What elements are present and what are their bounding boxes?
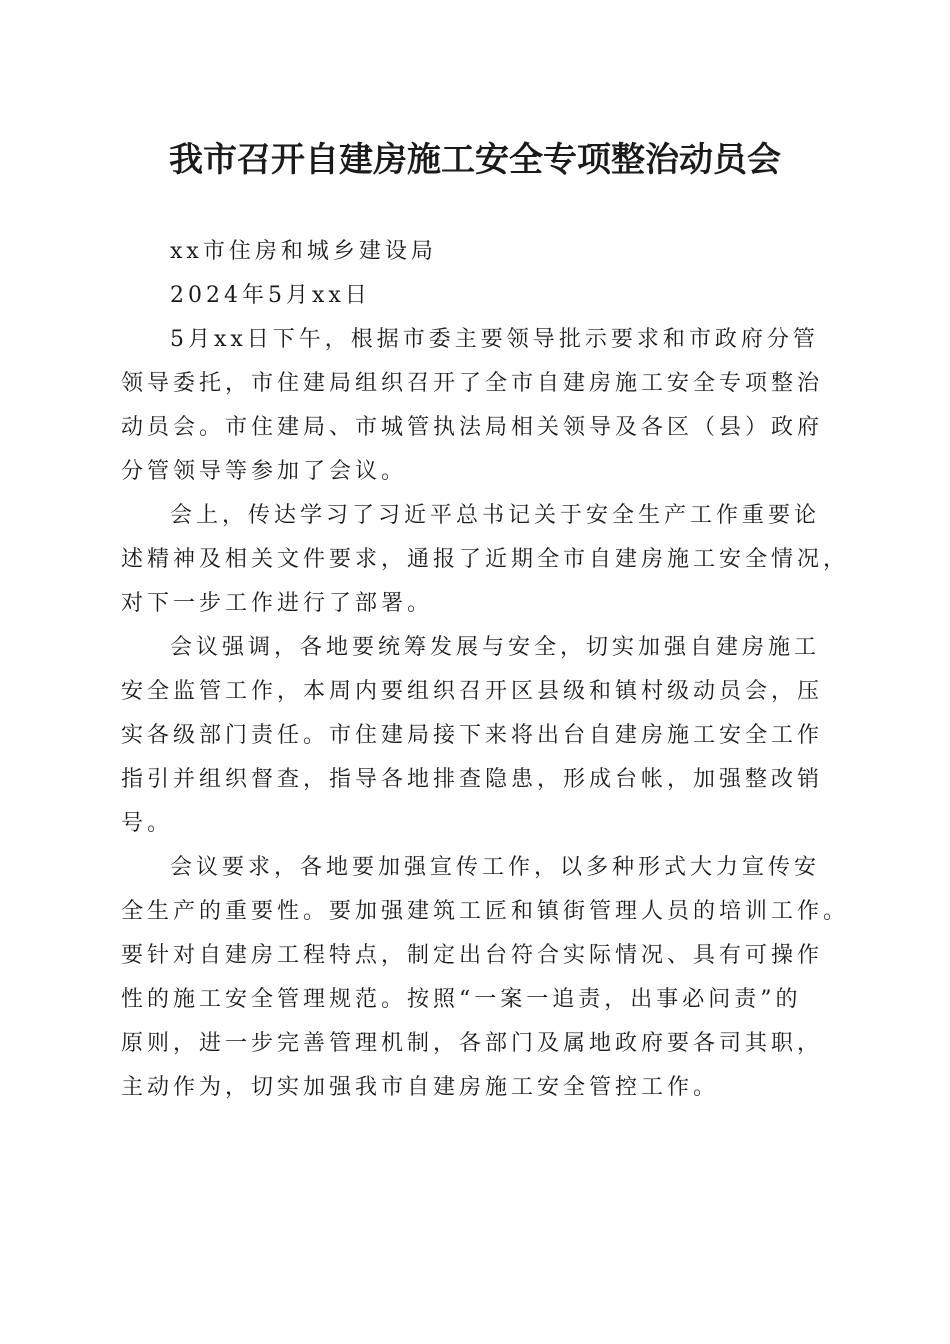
paragraph-line: 安全监管工作，本周内要组织召开区县级和镇村级动员会，压	[121, 679, 824, 704]
paragraph-line: 要针对自建房工程特点，制定出台符合实际情况、具有可操作	[121, 943, 824, 968]
paragraph-line: 会议要求，各地要加强宣传工作，以多种形式大力宣传安	[170, 855, 821, 880]
paragraph-4	[121, 846, 850, 1110]
paragraph-line: 性的施工安全管理规范。按照“一案一追责，出事必问责”的	[121, 987, 802, 1012]
paragraph-1	[121, 318, 833, 494]
document-body	[121, 230, 850, 1110]
paragraph-line: 原则，进一步完善管理机制，各部门及属地政府要各司其职，	[121, 1031, 824, 1056]
date-line: 2024年5月xx日	[170, 283, 371, 308]
paragraph-line: 领导委托，市住建局组织召开了全市自建房施工安全专项整治	[121, 371, 824, 396]
paragraph-line: 5月xx日下午，根据市委主要领导批示要求和市政府分管	[170, 327, 819, 352]
paragraph-2	[121, 494, 850, 626]
issuer-line: xx市住房和城乡建设局	[170, 239, 437, 264]
paragraph-line: 指引并组织督查，指导各地排查隐患，形成台帐，加强整改销	[121, 767, 824, 792]
paragraph-line: 全生产的重要性。要加强建筑工匠和镇街管理人员的培训工作。	[121, 899, 850, 924]
paragraph-line: 分管领导等参加了会议。	[121, 459, 408, 484]
document-title: 我市召开自建房施工安全专项整治动员会	[169, 140, 781, 180]
paragraph-line: 会上，传达学习了习近平总书记关于安全生产工作重要论	[170, 503, 821, 528]
paragraph-line: 动员会。市住建局、市城管执法局相关领导及各区（县）政府	[121, 415, 824, 440]
paragraph-line: 实各级部门责任。市住建局接下来将出台自建房施工安全工作	[121, 723, 824, 748]
paragraph-3	[121, 626, 833, 846]
paragraph-line: 述精神及相关文件要求，通报了近期全市自建房施工安全情况，	[121, 547, 850, 572]
paragraph-line: 对下一步工作进行了部署。	[121, 591, 434, 616]
paragraph-line: 主动作为，切实加强我市自建房施工安全管控工作。	[121, 1075, 720, 1100]
paragraph-line: 号。	[121, 811, 174, 836]
paragraph-line: 会议强调，各地要统筹发展与安全，切实加强自建房施工	[170, 635, 821, 660]
